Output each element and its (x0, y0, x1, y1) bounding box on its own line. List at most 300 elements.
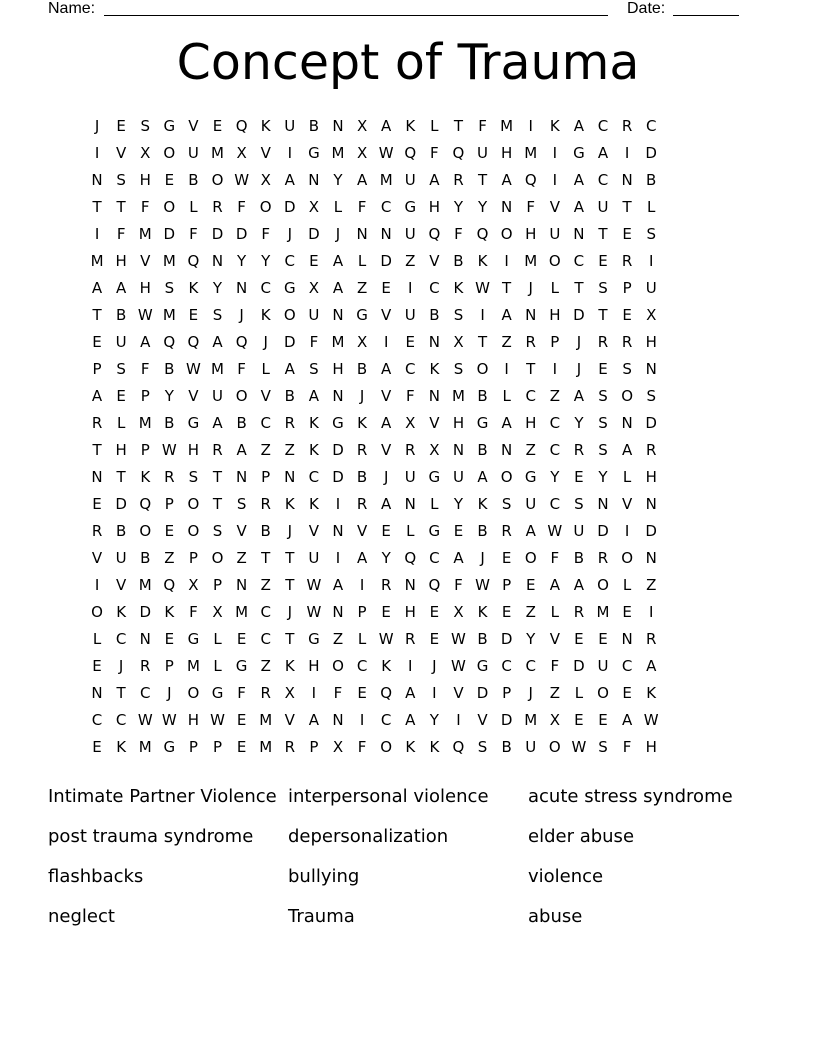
grid-letter[interactable]: G (404, 198, 417, 216)
grid-letter[interactable]: T (598, 225, 608, 243)
grid-letter[interactable]: U (477, 144, 489, 162)
grid-letter[interactable]: C (549, 414, 561, 432)
grid-letter[interactable]: B (356, 468, 368, 486)
grid-letter[interactable]: A (477, 468, 488, 486)
grid-letter[interactable]: T (477, 333, 488, 351)
grid-letter[interactable]: I (408, 279, 413, 297)
grid-letter[interactable]: J (576, 333, 582, 351)
grid-letter[interactable]: Y (477, 198, 488, 216)
grid-letter[interactable]: G (428, 468, 441, 486)
grid-letter[interactable]: D (476, 684, 489, 702)
grid-letter[interactable]: R (621, 117, 633, 135)
grid-letter[interactable]: G (187, 630, 200, 648)
grid-letter[interactable]: C (260, 279, 271, 297)
grid-letter[interactable]: A (332, 279, 344, 297)
grid-letter[interactable]: R (356, 495, 368, 513)
grid-letter[interactable]: O (283, 306, 296, 324)
grid-letter[interactable]: I (552, 144, 558, 162)
grid-letter[interactable]: S (188, 468, 199, 486)
grid-letter[interactable]: Z (284, 441, 295, 459)
grid-letter[interactable]: V (260, 144, 271, 162)
grid-letter[interactable]: C (380, 198, 392, 216)
grid-letter[interactable]: W (547, 522, 563, 540)
grid-letter[interactable]: H (308, 657, 320, 675)
grid-letter[interactable]: N (235, 279, 248, 297)
grid-letter[interactable]: C (308, 468, 320, 486)
grid-letter[interactable]: N (139, 630, 151, 648)
grid-letter[interactable]: B (477, 630, 488, 648)
grid-letter[interactable]: J (480, 549, 485, 567)
grid-letter[interactable]: O (500, 468, 513, 486)
grid-letter[interactable]: O (500, 225, 513, 243)
grid-letter[interactable]: L (622, 576, 632, 594)
grid-letter[interactable]: S (309, 360, 319, 378)
grid-letter[interactable]: E (574, 711, 584, 729)
grid-letter[interactable]: F (550, 657, 560, 675)
grid-letter[interactable]: R (621, 333, 633, 351)
grid-letter[interactable]: A (332, 252, 344, 270)
grid-letter[interactable]: E (622, 684, 632, 702)
grid-letter[interactable]: K (357, 414, 367, 432)
grid-letter[interactable]: S (453, 306, 464, 324)
grid-letter[interactable]: O (91, 603, 103, 621)
grid-letter[interactable]: O (380, 738, 393, 756)
grid-letter[interactable]: N (235, 468, 248, 486)
grid-letter[interactable]: N (525, 306, 537, 324)
grid-letter[interactable]: R (284, 414, 296, 432)
grid-letter[interactable]: L (189, 198, 198, 216)
grid-letter[interactable]: Y (453, 198, 464, 216)
grid-letter[interactable]: E (501, 603, 512, 621)
grid-letter[interactable]: G (573, 144, 585, 162)
grid-letter[interactable]: E (164, 171, 175, 189)
grid-letter[interactable]: F (333, 684, 343, 702)
grid-letter[interactable]: U (549, 225, 561, 243)
grid-letter[interactable]: N (91, 684, 103, 702)
grid-letter[interactable]: V (429, 252, 440, 270)
grid-letter[interactable]: N (404, 576, 416, 594)
grid-letter[interactable]: R (645, 441, 657, 459)
grid-letter[interactable]: X (332, 738, 344, 756)
grid-letter[interactable]: E (164, 630, 175, 648)
grid-letter[interactable]: S (598, 441, 608, 459)
grid-letter[interactable]: E (381, 603, 391, 621)
grid-letter[interactable]: V (188, 117, 199, 135)
grid-letter[interactable]: K (188, 279, 199, 297)
grid-letter[interactable]: K (429, 360, 440, 378)
grid-letter[interactable]: A (91, 279, 103, 297)
grid-letter[interactable]: A (501, 171, 512, 189)
grid-letter[interactable]: C (284, 252, 296, 270)
grid-letter[interactable]: I (94, 225, 100, 243)
grid-letter[interactable]: S (140, 117, 150, 135)
grid-letter[interactable]: V (621, 495, 633, 513)
grid-letter[interactable]: A (212, 414, 223, 432)
grid-letter[interactable]: Z (549, 387, 560, 405)
grid-letter[interactable]: B (140, 549, 151, 567)
grid-letter[interactable]: Z (549, 684, 560, 702)
grid-letter[interactable]: W (186, 360, 201, 378)
grid-letter[interactable]: V (308, 522, 320, 540)
grid-letter[interactable]: S (116, 171, 126, 189)
grid-letter[interactable]: T (453, 117, 464, 135)
grid-letter[interactable]: E (381, 522, 391, 540)
grid-letter[interactable]: N (91, 171, 103, 189)
grid-letter[interactable]: U (212, 387, 223, 405)
grid-letter[interactable]: D (139, 603, 152, 621)
grid-letter[interactable]: O (259, 198, 272, 216)
grid-letter[interactable]: X (405, 414, 416, 432)
grid-letter[interactable]: U (525, 495, 537, 513)
grid-letter[interactable]: Z (525, 603, 536, 621)
grid-letter[interactable]: H (115, 252, 127, 270)
grid-letter[interactable]: Q (428, 576, 441, 594)
grid-letter[interactable]: K (405, 117, 416, 135)
grid-letter[interactable]: O (597, 684, 609, 702)
grid-letter[interactable]: E (405, 333, 415, 351)
grid-letter[interactable]: N (501, 198, 513, 216)
grid-letter[interactable]: F (357, 738, 367, 756)
grid-letter[interactable]: N (308, 171, 320, 189)
grid-letter[interactable]: X (646, 306, 657, 324)
grid-letter[interactable]: Y (164, 387, 174, 405)
grid-letter[interactable]: A (332, 576, 344, 594)
grid-letter[interactable]: K (453, 279, 464, 297)
grid-letter[interactable]: X (356, 144, 368, 162)
grid-letter[interactable]: C (429, 279, 440, 297)
grid-letter[interactable]: V (284, 711, 295, 729)
grid-letter[interactable]: H (501, 144, 513, 162)
grid-letter[interactable]: V (116, 576, 127, 594)
grid-letter[interactable]: C (645, 117, 657, 135)
grid-letter[interactable]: Q (163, 576, 176, 594)
grid-letter[interactable]: O (548, 252, 561, 270)
grid-letter[interactable]: Z (501, 333, 512, 351)
grid-letter[interactable]: V (477, 711, 488, 729)
grid-letter[interactable]: S (598, 387, 608, 405)
grid-letter[interactable]: C (597, 171, 609, 189)
grid-letter[interactable]: P (550, 333, 560, 351)
grid-letter[interactable]: I (456, 711, 461, 729)
grid-letter[interactable]: R (405, 630, 416, 648)
grid-letter[interactable]: Q (235, 333, 248, 351)
grid-letter[interactable]: R (260, 495, 271, 513)
grid-letter[interactable]: Z (260, 657, 271, 675)
grid-letter[interactable]: B (115, 522, 127, 540)
grid-letter[interactable]: E (574, 468, 584, 486)
grid-letter[interactable]: T (92, 306, 102, 324)
grid-letter[interactable]: P (188, 738, 198, 756)
grid-letter[interactable]: U (308, 306, 320, 324)
grid-letter[interactable]: E (116, 387, 126, 405)
grid-letter[interactable]: B (284, 387, 295, 405)
grid-letter[interactable]: K (116, 738, 127, 756)
grid-letter[interactable]: A (236, 441, 247, 459)
grid-letter[interactable]: A (549, 576, 560, 594)
grid-letter[interactable]: A (212, 333, 223, 351)
grid-letter[interactable]: S (598, 414, 608, 432)
grid-letter[interactable]: M (524, 144, 538, 162)
grid-letter[interactable]: B (477, 522, 488, 540)
grid-letter[interactable]: C (139, 684, 151, 702)
grid-letter[interactable]: T (477, 171, 488, 189)
grid-letter[interactable]: G (235, 657, 248, 675)
grid-letter[interactable]: R (501, 522, 512, 540)
grid-letter[interactable]: B (429, 306, 440, 324)
grid-letter[interactable]: V (236, 522, 247, 540)
grid-letter[interactable]: R (140, 657, 151, 675)
grid-letter[interactable]: L (261, 360, 270, 378)
grid-letter[interactable]: E (598, 360, 608, 378)
grid-letter[interactable]: V (549, 630, 560, 648)
grid-letter[interactable]: O (621, 387, 634, 405)
grid-letter[interactable]: A (116, 279, 127, 297)
grid-letter[interactable]: M (138, 576, 152, 594)
grid-letter[interactable]: I (359, 711, 365, 729)
grid-letter[interactable]: L (502, 387, 511, 405)
grid-letter[interactable]: N (332, 387, 344, 405)
grid-letter[interactable]: Z (260, 576, 271, 594)
grid-letter[interactable]: S (212, 306, 223, 324)
grid-letter[interactable]: I (432, 684, 437, 702)
grid-letter[interactable]: U (115, 549, 127, 567)
grid-letter[interactable]: N (621, 630, 633, 648)
grid-letter[interactable]: R (573, 441, 585, 459)
grid-letter[interactable]: I (648, 252, 654, 270)
grid-letter[interactable]: D (332, 441, 344, 459)
grid-letter[interactable]: O (524, 549, 537, 567)
grid-letter[interactable]: J (576, 360, 582, 378)
grid-letter[interactable]: J (432, 657, 437, 675)
grid-letter[interactable]: S (116, 360, 126, 378)
grid-letter[interactable]: N (597, 495, 609, 513)
grid-letter[interactable]: X (212, 603, 223, 621)
grid-letter[interactable]: R (356, 441, 368, 459)
grid-letter[interactable]: S (622, 360, 632, 378)
grid-letter[interactable]: G (187, 414, 200, 432)
grid-letter[interactable]: E (429, 603, 440, 621)
grid-letter[interactable]: B (236, 414, 247, 432)
grid-letter[interactable]: T (92, 198, 102, 216)
grid-letter[interactable]: C (115, 711, 127, 729)
grid-letter[interactable]: D (211, 225, 224, 243)
grid-letter[interactable]: K (646, 684, 657, 702)
grid-letter[interactable]: I (552, 171, 558, 189)
grid-letter[interactable]: A (381, 495, 392, 513)
grid-letter[interactable]: C (115, 630, 127, 648)
grid-letter[interactable]: P (261, 468, 271, 486)
grid-letter[interactable]: P (502, 684, 512, 702)
grid-letter[interactable]: A (429, 171, 440, 189)
grid-letter[interactable]: G (163, 738, 176, 756)
grid-letter[interactable]: E (212, 117, 223, 135)
grid-letter[interactable]: A (405, 711, 416, 729)
grid-letter[interactable]: Q (380, 684, 393, 702)
grid-letter[interactable]: W (306, 576, 322, 594)
grid-letter[interactable]: N (621, 414, 633, 432)
grid-letter[interactable]: L (430, 117, 439, 135)
grid-letter[interactable]: E (598, 711, 608, 729)
grid-letter[interactable]: L (213, 630, 222, 648)
grid-letter[interactable]: Q (428, 225, 441, 243)
grid-letter[interactable]: W (451, 630, 466, 648)
grid-letter[interactable]: M (524, 711, 538, 729)
grid-letter[interactable]: Z (332, 630, 344, 648)
grid-letter[interactable]: A (525, 522, 536, 540)
grid-letter[interactable]: T (598, 306, 608, 324)
grid-letter[interactable]: A (573, 117, 585, 135)
grid-letter[interactable]: K (477, 603, 488, 621)
grid-letter[interactable]: L (357, 630, 367, 648)
grid-letter[interactable]: A (453, 549, 464, 567)
grid-letter[interactable]: C (597, 117, 609, 135)
grid-letter[interactable]: K (140, 468, 151, 486)
grid-letter[interactable]: V (91, 549, 103, 567)
grid-letter[interactable]: R (164, 468, 175, 486)
grid-letter[interactable]: D (235, 225, 248, 243)
grid-letter[interactable]: V (260, 387, 271, 405)
grid-letter[interactable]: Y (550, 468, 560, 486)
grid-letter[interactable]: Y (453, 495, 464, 513)
grid-letter[interactable]: J (335, 225, 341, 243)
grid-letter[interactable]: J (359, 387, 365, 405)
grid-letter[interactable]: W (161, 441, 177, 459)
grid-letter[interactable]: E (116, 117, 126, 135)
grid-letter[interactable]: F (237, 198, 246, 216)
grid-letter[interactable]: A (381, 414, 392, 432)
grid-letter[interactable]: J (383, 468, 389, 486)
grid-letter[interactable]: D (332, 468, 344, 486)
grid-letter[interactable]: F (140, 198, 150, 216)
grid-letter[interactable]: E (622, 603, 632, 621)
grid-letter[interactable]: V (116, 144, 127, 162)
grid-letter[interactable]: N (428, 387, 440, 405)
grid-letter[interactable]: O (597, 576, 609, 594)
grid-letter[interactable]: Y (598, 468, 608, 486)
grid-letter[interactable]: O (187, 684, 200, 702)
grid-letter[interactable]: X (260, 171, 271, 189)
grid-letter[interactable]: S (236, 495, 247, 513)
grid-letter[interactable]: F (430, 144, 439, 162)
grid-letter[interactable]: O (163, 198, 176, 216)
grid-letter[interactable]: J (263, 333, 268, 351)
grid-letter[interactable]: F (309, 333, 319, 351)
grid-letter[interactable]: E (236, 711, 247, 729)
grid-letter[interactable]: L (116, 414, 126, 432)
grid-letter[interactable]: R (597, 549, 609, 567)
grid-letter[interactable]: O (211, 171, 224, 189)
grid-letter[interactable]: H (645, 468, 657, 486)
grid-letter[interactable]: G (332, 414, 344, 432)
grid-letter[interactable]: F (622, 738, 632, 756)
grid-letter[interactable]: T (502, 279, 512, 297)
grid-letter[interactable]: M (138, 414, 152, 432)
grid-letter[interactable]: Q (404, 144, 417, 162)
grid-letter[interactable]: O (332, 657, 344, 675)
grid-letter[interactable]: Q (452, 738, 465, 756)
grid-letter[interactable]: E (164, 522, 175, 540)
grid-letter[interactable]: T (92, 441, 102, 459)
grid-letter[interactable]: N (380, 225, 392, 243)
grid-letter[interactable]: M (138, 738, 152, 756)
grid-letter[interactable]: T (212, 495, 223, 513)
grid-letter[interactable]: V (140, 252, 151, 270)
grid-letter[interactable]: A (140, 333, 151, 351)
grid-letter[interactable]: U (404, 306, 416, 324)
grid-letter[interactable]: H (332, 360, 344, 378)
grid-letter[interactable]: B (260, 522, 271, 540)
grid-letter[interactable]: U (573, 522, 585, 540)
grid-letter[interactable]: O (621, 549, 634, 567)
grid-letter[interactable]: E (622, 306, 632, 324)
grid-letter[interactable]: R (453, 171, 464, 189)
grid-letter[interactable]: O (211, 549, 224, 567)
grid-letter[interactable]: W (161, 711, 177, 729)
grid-letter[interactable]: P (357, 603, 367, 621)
grid-letter[interactable]: C (621, 657, 633, 675)
grid-letter[interactable]: Q (187, 333, 200, 351)
grid-letter[interactable]: R (380, 576, 392, 594)
grid-letter[interactable]: F (405, 387, 415, 405)
grid-letter[interactable]: K (260, 306, 271, 324)
grid-letter[interactable]: W (451, 657, 466, 675)
grid-letter[interactable]: L (622, 468, 632, 486)
grid-letter[interactable]: C (91, 711, 103, 729)
grid-letter[interactable]: G (524, 468, 537, 486)
grid-letter[interactable]: B (356, 360, 368, 378)
grid-letter[interactable]: M (162, 252, 176, 270)
grid-letter[interactable]: E (309, 252, 319, 270)
grid-letter[interactable]: K (308, 441, 319, 459)
grid-letter[interactable]: L (406, 522, 415, 540)
grid-letter[interactable]: T (116, 198, 126, 216)
grid-letter[interactable]: N (356, 225, 368, 243)
grid-letter[interactable]: Y (574, 414, 584, 432)
grid-letter[interactable]: R (405, 441, 416, 459)
grid-letter[interactable]: R (645, 630, 657, 648)
grid-letter[interactable]: D (597, 522, 609, 540)
grid-letter[interactable]: R (284, 738, 296, 756)
grid-letter[interactable]: B (501, 738, 512, 756)
grid-letter[interactable]: N (573, 225, 585, 243)
grid-letter[interactable]: W (571, 738, 587, 756)
grid-letter[interactable]: I (383, 333, 389, 351)
grid-letter[interactable]: O (476, 360, 489, 378)
grid-letter[interactable]: M (90, 252, 104, 270)
grid-letter[interactable]: A (573, 387, 585, 405)
grid-letter[interactable]: B (115, 306, 127, 324)
grid-letter[interactable]: Y (429, 711, 439, 729)
grid-letter[interactable]: V (356, 522, 368, 540)
grid-letter[interactable]: M (451, 387, 465, 405)
grid-letter[interactable]: O (163, 144, 176, 162)
grid-letter[interactable]: P (140, 387, 150, 405)
grid-letter[interactable]: M (259, 738, 273, 756)
grid-letter[interactable]: M (138, 225, 152, 243)
grid-letter[interactable]: X (308, 279, 320, 297)
grid-letter[interactable]: O (187, 495, 200, 513)
grid-letter[interactable]: F (261, 225, 271, 243)
grid-letter[interactable]: T (285, 576, 295, 594)
grid-letter[interactable]: F (454, 576, 463, 594)
grid-letter[interactable]: Z (646, 576, 657, 594)
grid-letter[interactable]: W (378, 144, 394, 162)
grid-letter[interactable]: Z (260, 441, 271, 459)
grid-letter[interactable]: P (622, 279, 632, 297)
grid-letter[interactable]: H (525, 414, 537, 432)
grid-letter[interactable]: F (454, 225, 463, 243)
grid-letter[interactable]: Y (526, 630, 536, 648)
